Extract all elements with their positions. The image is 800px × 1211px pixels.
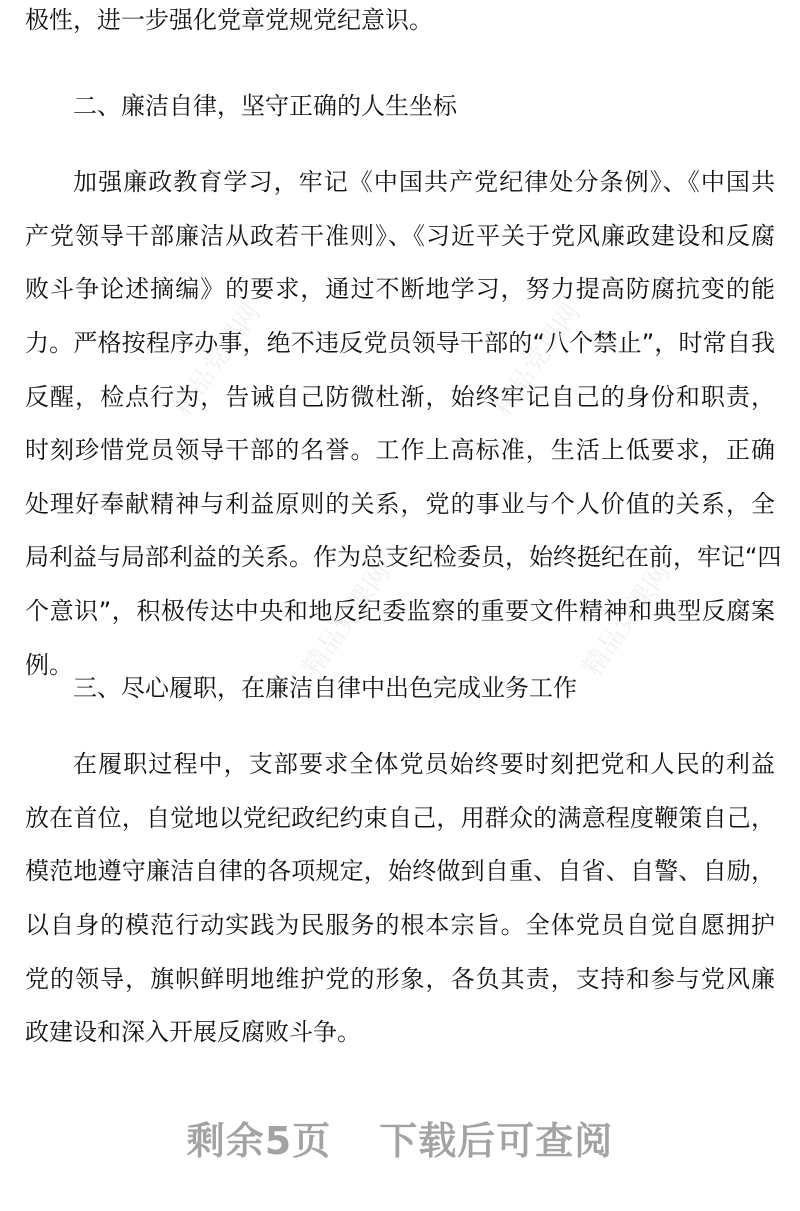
paragraph-line: 力。严格按程序办事，绝不违反党员领导干部的“八个禁止”，时常自我 — [25, 329, 775, 357]
paragraph-line: 个意识”，积极传达中央和地反纪委监察的重要文件精神和典型反腐案 — [25, 597, 775, 625]
paragraph-line: 政建设和深入开展反腐败斗争。 — [25, 1018, 361, 1046]
section-heading-3: 三、尽心履职，在廉洁自律中出色完成业务工作 — [73, 674, 577, 702]
paragraph-line: 反醒，检点行为，告诫自己防微杜渐，始终牢记自己的身份和职责， — [25, 383, 775, 411]
paragraph-line: 模范地遵守廉洁自律的各项规定，始终做到自重、自省、自警、自励， — [25, 857, 775, 885]
paragraph-line: 败斗争论述摘编》的要求，通过不断地学习，努力提高防腐抗变的能 — [25, 275, 775, 303]
paragraph-line: 以自身的模范行动实践为民服务的根本宗旨。全体党员自觉自愿拥护 — [25, 911, 775, 939]
paragraph-line: 极性，进一步强化党章党规党纪意识。 — [25, 6, 433, 34]
remaining-pages-label: 剩余5页 — [186, 1119, 332, 1163]
paragraph-line: 时刻珍惜党员领导干部的名誉。工作上高标准，生活上低要求，正确 — [25, 436, 775, 464]
paragraph-line: 例。 — [25, 651, 73, 679]
section-heading-2: 二、廉洁自律，坚守正确的人生坐标 — [73, 92, 457, 120]
paragraph-line: 加强廉政教育学习，牢记《中国共产党纪律处分条例》、《中国共 — [73, 168, 775, 196]
paragraph-line: 处理好奉献精神与利益原则的关系，党的事业与个人价值的关系，全 — [25, 490, 775, 518]
paragraph-line: 产党领导干部廉洁从政若干准则》、《习近平关于党风廉政建设和反腐 — [25, 222, 775, 250]
paragraph-line: 放在首位，自觉地以党纪政纪约束自己，用群众的满意程度鞭策自己， — [25, 804, 775, 832]
download-prompt[interactable] — [0, 1110, 800, 1165]
download-to-view-label[interactable]: 下载后可查阅 — [379, 1119, 614, 1163]
paragraph-line: 党的领导，旗帜鲜明地维护党的形象，各负其责，支持和参与党风廉 — [25, 965, 775, 993]
paragraph-line: 局利益与局部利益的关系。作为总支纪检委员，始终挺纪在前，牢记“四 — [25, 543, 782, 571]
paragraph-line: 在履职过程中，支部要求全体党员始终要时刻把党和人民的利益 — [73, 750, 775, 778]
